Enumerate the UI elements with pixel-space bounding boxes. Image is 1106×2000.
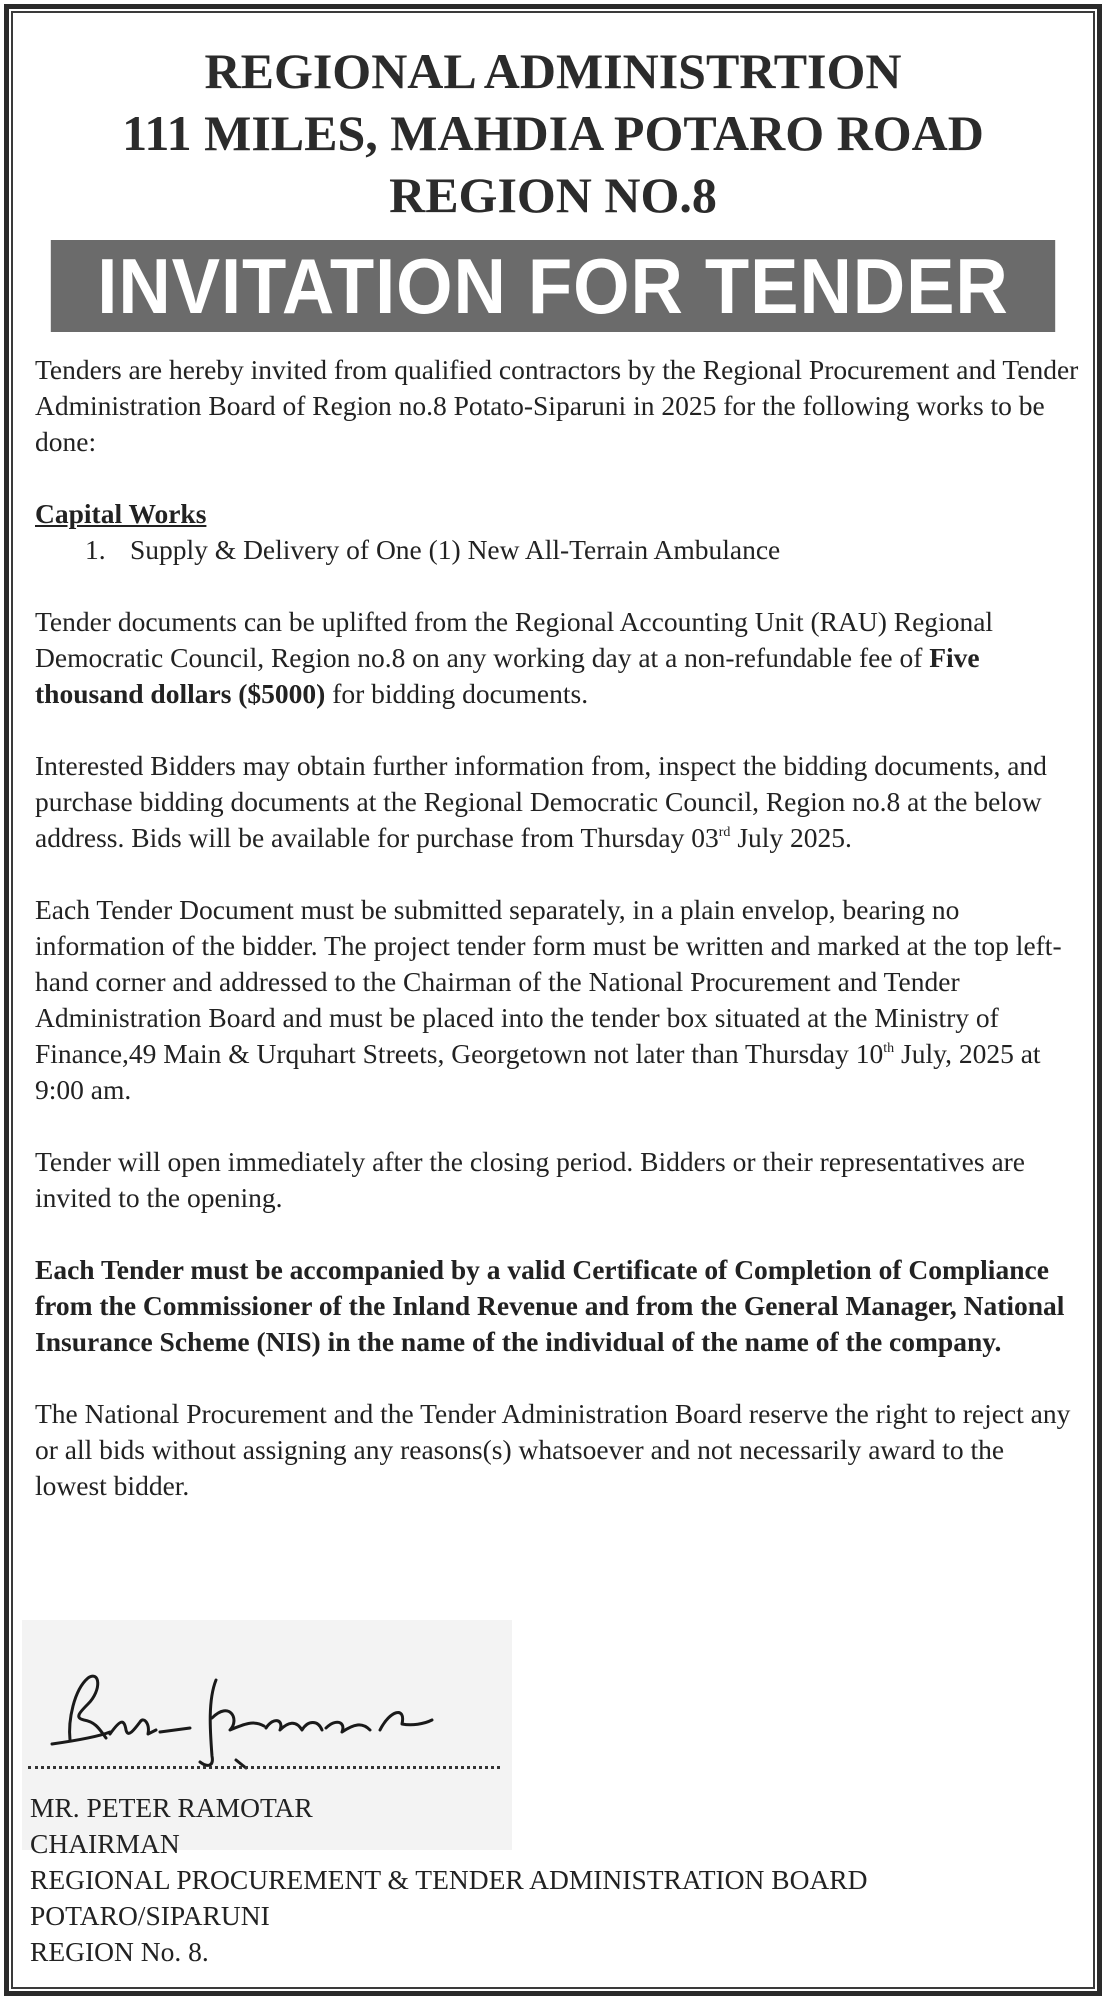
opening-paragraph: Tender will open immediately after the closing period. Bidders or their representatives are invited to the opening.: [35, 1146, 1026, 1213]
interested-text: Interested Bidders may obtain further information from, inspect the bidding documents, and purchase bidding documents at the Regional Democratic Council, Region no.8 at the below address. Bids will be available for purchase from Thursday 03: [35, 750, 1047, 853]
signatory-area: POTARO/SIPARUNI: [30, 1900, 270, 1931]
signatory-organization: REGIONAL PROCUREMENT & TENDER ADMINISTRATION BOARD: [30, 1864, 868, 1895]
signature-line: [28, 1766, 500, 1769]
submission-text: Each Tender Document must be submitted separately, in a plain envelop, bearing no information of the bidder. The project tender form must be written and marked at the top left-hand corner and addressed to the Chairman of the National Procurement and Tender Administration Board and must be placed into the tender box situated at the Ministry of Finance,49 Main & Urquhart Streets, Georgetown not later than Thursday 10: [35, 894, 1062, 1069]
fee-amount: Five thousand dollars ($5000): [35, 642, 980, 709]
compliance-text: Each Tender must be accompanied by a valid Certificate of Completion of Compliance from the Commissioner of the Inland Revenue and from the General Manager, National Insurance Scheme (NIS) in the name of the individual of the name of the company.: [35, 1254, 1065, 1357]
handwritten-signature: [40, 1660, 480, 1780]
notice-body: [35, 352, 1080, 1540]
header: [13, 40, 1093, 226]
capital-works-heading: Capital Works: [35, 498, 207, 529]
list-item: [35, 532, 1080, 568]
list-item-text: Supply & Delivery of One (1) New All-Terrain Ambulance: [130, 534, 781, 565]
compliance-paragraph: [35, 1252, 1080, 1360]
header-line-3: REGION NO.8: [389, 167, 717, 223]
signatory-name: MR. PETER RAMOTAR: [30, 1792, 313, 1823]
header-line-2: 111 MILES, MAHDIA POTARO ROAD: [122, 105, 984, 161]
submission-paragraph: [35, 892, 1080, 1108]
submission-text-end: July, 2025 at 9:00 am.: [35, 1038, 1041, 1105]
interested-paragraph: [35, 748, 1080, 856]
signatory-block: [30, 1790, 1090, 1970]
interested-text-end: July 2025.: [730, 822, 852, 853]
documents-text: Tender documents can be uplifted from the Regional Accounting Unit (RAU) Regional Democratic Council, Region no.8 on any working day at a non-refundable fee of: [35, 606, 994, 673]
invitation-banner: INVITATION FOR TENDER: [51, 240, 1055, 332]
documents-paragraph: [35, 604, 1080, 712]
ordinal-suffix: rd: [718, 825, 731, 840]
intro-paragraph: Tenders are hereby invited from qualified contractors by the Regional Procurement and Tender Administration Board of Region no.8 Potato-Siparuni in 2025 for the following works to be done:: [35, 354, 1079, 457]
documents-text-end: for bidding documents.: [325, 678, 589, 709]
signatory-region: REGION No. 8.: [30, 1936, 209, 1967]
ordinal-suffix: th: [883, 1041, 895, 1056]
reserve-paragraph: The National Procurement and the Tender Administration Board reserve the right to reject any or all bids without assigning any reasons(s) whatsoever and not necessarily award to the lowest bidder.: [35, 1398, 1071, 1501]
list-item-number: 1.: [85, 534, 106, 565]
signatory-title: CHAIRMAN: [30, 1828, 180, 1859]
header-line-1: REGIONAL ADMINISTRTION: [204, 43, 902, 99]
